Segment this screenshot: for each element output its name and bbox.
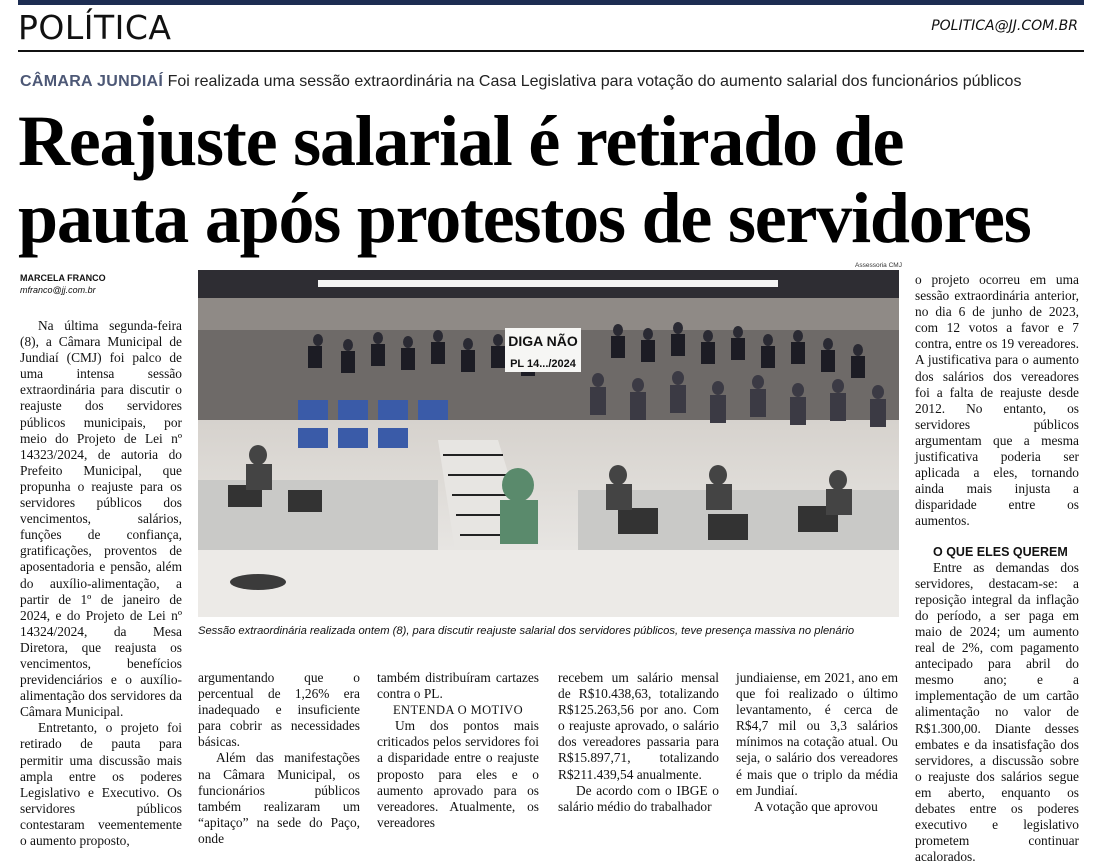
section-title: POLÍTICA [18,8,172,47]
plenary-photo [198,270,899,617]
kicker-line [20,73,1021,91]
headline-line-2: pauta após protestos de servidores [18,178,1031,258]
photo-caption: Sessão extraordinária realizada ontem (8), para discutir reajuste salarial dos servidores públicos, teve presença massiva no plenário [198,625,855,637]
author-email[interactable]: mfranco@jj.com.br [20,285,96,295]
protest-sign-line-2: PL 14.../2024 [510,358,576,370]
paragraph: também distribuíram cartazes contra o PL. [377,670,539,702]
intertitle: ENTENDA O MOTIVO [393,703,523,718]
kicker: CÂMARA JUNDIAÍ [20,73,164,90]
paragraph: Entre as demandas dos servidores, destacam-se: a reposição integral da inflação do período, a ser paga em maio de 2024; um aumento real de 2%, com pagamento antecipado para abril do mesmo ano; e a implementação de um cartão alimentação no valor de R$1.300,00. Diante desses embates e da insatisfação dos servidores, a discussão sobre o reajuste dos salários segue em aberto, enquanto os debates entre os poderes executivo e legislativo prometem continuar acalorados. [915,559,1079,865]
headline [18,103,1088,257]
author-name: MARCELA FRANCO [20,273,106,283]
paragraph: Na última segunda-feira (8), a Câmara Municipal de Jundiaí (CMJ) foi palco de uma intensa sessão extraordinária para discutir o reajuste dos servidores públicos municipais, por meio do Projeto de Lei nº 14323/2024, de autoria do Prefeito Municipal, que propunha o reajuste para os servidores públicos dos vencimentos, salários, funções de confiança, gratificações, proventos de aposentadoria e pensão, além do auxílio-alimentação, a partir de 1º de janeiro de 2024, e do Projeto de Lei nº 14324/2024, da Mesa Diretora, que reajusta os vencimentos, benefícios previdenciários e o auxílio-alimentação dos servidores da Câmara Municipal. [20,318,182,720]
paragraph: Um dos pontos mais criticados pelos servidores foi a disparidade entre o reajuste proposto para eles e o aumento aprovado para os vereadores. Atualmente, os vereadores [377,718,539,830]
column-1 [20,318,182,849]
paragraph: o projeto ocorreu em uma sessão extraordinária anterior, no dia 6 de junho de 2023, com 12 votos a favor e 7 contra, entre os 19 vereadores. A justificativa para o aumento dos salários dos vereadores foi a falta de reajuste desde 2012. No entanto, os servidores públicos argumentam que a mesma justificativa poderia ser aplicada a eles, tornando ainda mais injusta a disparidade entre os aumentos. [915,272,1079,529]
top-rule [18,0,1084,5]
paragraph: De acordo com o IBGE o salário médio do trabalhador [558,782,719,814]
column-5 [736,670,898,815]
column-4 [558,670,719,815]
plenary-photo-illustration [198,270,899,617]
headline-line-1: Reajuste salarial é retirado de [18,101,904,181]
paragraph: recebem um salário mensal de R$10.438,63, totalizando R$125.263,56 por ano. Com o reajuste aprovado, o salário dos vereadores passaria para R$15.897,71, totalizando R$211.439,54 anualmente. [558,670,719,782]
protest-sign-line-1: DIGA NÃO [508,333,578,349]
paragraph: A votação que aprovou [754,798,878,814]
paragraph: Entretanto, o projeto foi retirado de pauta para permitir uma discussão mais ampla entre os poderes Legislativo e Executivo. Os servidores públicos contestaram veementemente o aumento proposto, [20,720,182,848]
paragraph: jundiaiense, em 2021, ano em que foi realizado o último levantamento, é cerca de R$4,7 mil ou 3,3 salários mínimos na cotação atual. Ou seja, o salário dos vereadores é mais que o triplo da média em Jundiaí. [736,670,898,798]
header-rule [18,50,1084,52]
column-6 [915,272,1079,865]
column-2 [198,670,360,847]
photo-credit: Assessoria CMJ [855,262,902,269]
kicker-text: Foi realizada uma sessão extraordinária na Casa Legislativa para votação do aumento salarial dos funcionários públicos [167,73,1022,90]
subheading: O QUE ELES QUEREM [933,544,1068,559]
column-3 [377,670,539,831]
paragraph: Além das manifestações na Câmara Municipal, os funcionários públicos também realizaram um “apitaço” na sede do Paço, onde [198,750,360,846]
section-email[interactable]: POLITICA@JJ.COM.BR [931,18,1078,34]
paragraph: argumentando que o percentual de 1,26% era inadequado e insuficiente para cobrir as necessidades básicas. [198,670,360,750]
